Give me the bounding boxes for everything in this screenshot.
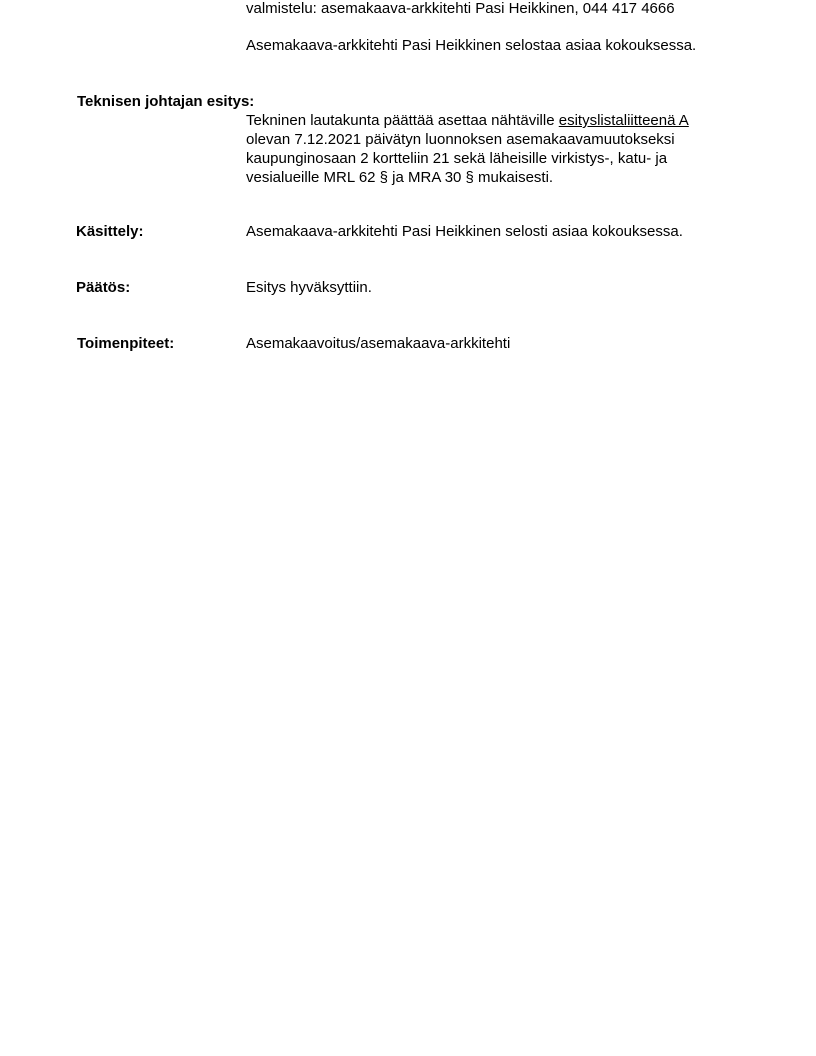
handling-label: Käsittely: — [76, 223, 144, 240]
proposal-line-1-text: Tekninen lautakunta päättää asettaa nähtäville — [246, 112, 559, 129]
proposal-text — [246, 111, 689, 187]
proposal-line-3: kaupunginosaan 2 kortteliin 21 sekä läheisille virkistys-, katu- ja — [246, 150, 668, 167]
decision-text: Esitys hyväksyttiin. — [246, 279, 372, 296]
handling-text: Asemakaava-arkkitehti Pasi Heikkinen selosti asiaa kokouksessa. — [246, 223, 683, 240]
attachment-a-link[interactable]: esityslistaliitteenä A — [558, 112, 689, 129]
proposal-line-4: vesialueille MRL 62 § ja MRA 30 § mukaisesti. — [246, 169, 554, 186]
proposal-label: Teknisen johtajan esitys: — [77, 93, 255, 110]
proposal-line-2: olevan 7.12.2021 päivätyn luonnoksen asemakaavamuutokseksi — [246, 131, 675, 148]
decision-label: Päätös: — [76, 279, 131, 296]
intro-text: Asemakaava-arkkitehti Pasi Heikkinen selostaa asiaa kokouksessa. — [246, 37, 697, 54]
proposal-line-1 — [246, 111, 689, 130]
actions-label: Toimenpiteet: — [77, 335, 175, 352]
preparer-line: valmistelu: asemakaava-arkkitehti Pasi Heikkinen, 044 417 4666 — [246, 0, 675, 17]
actions-text: Asemakaavoitus/asemakaava-arkkitehti — [246, 335, 511, 352]
